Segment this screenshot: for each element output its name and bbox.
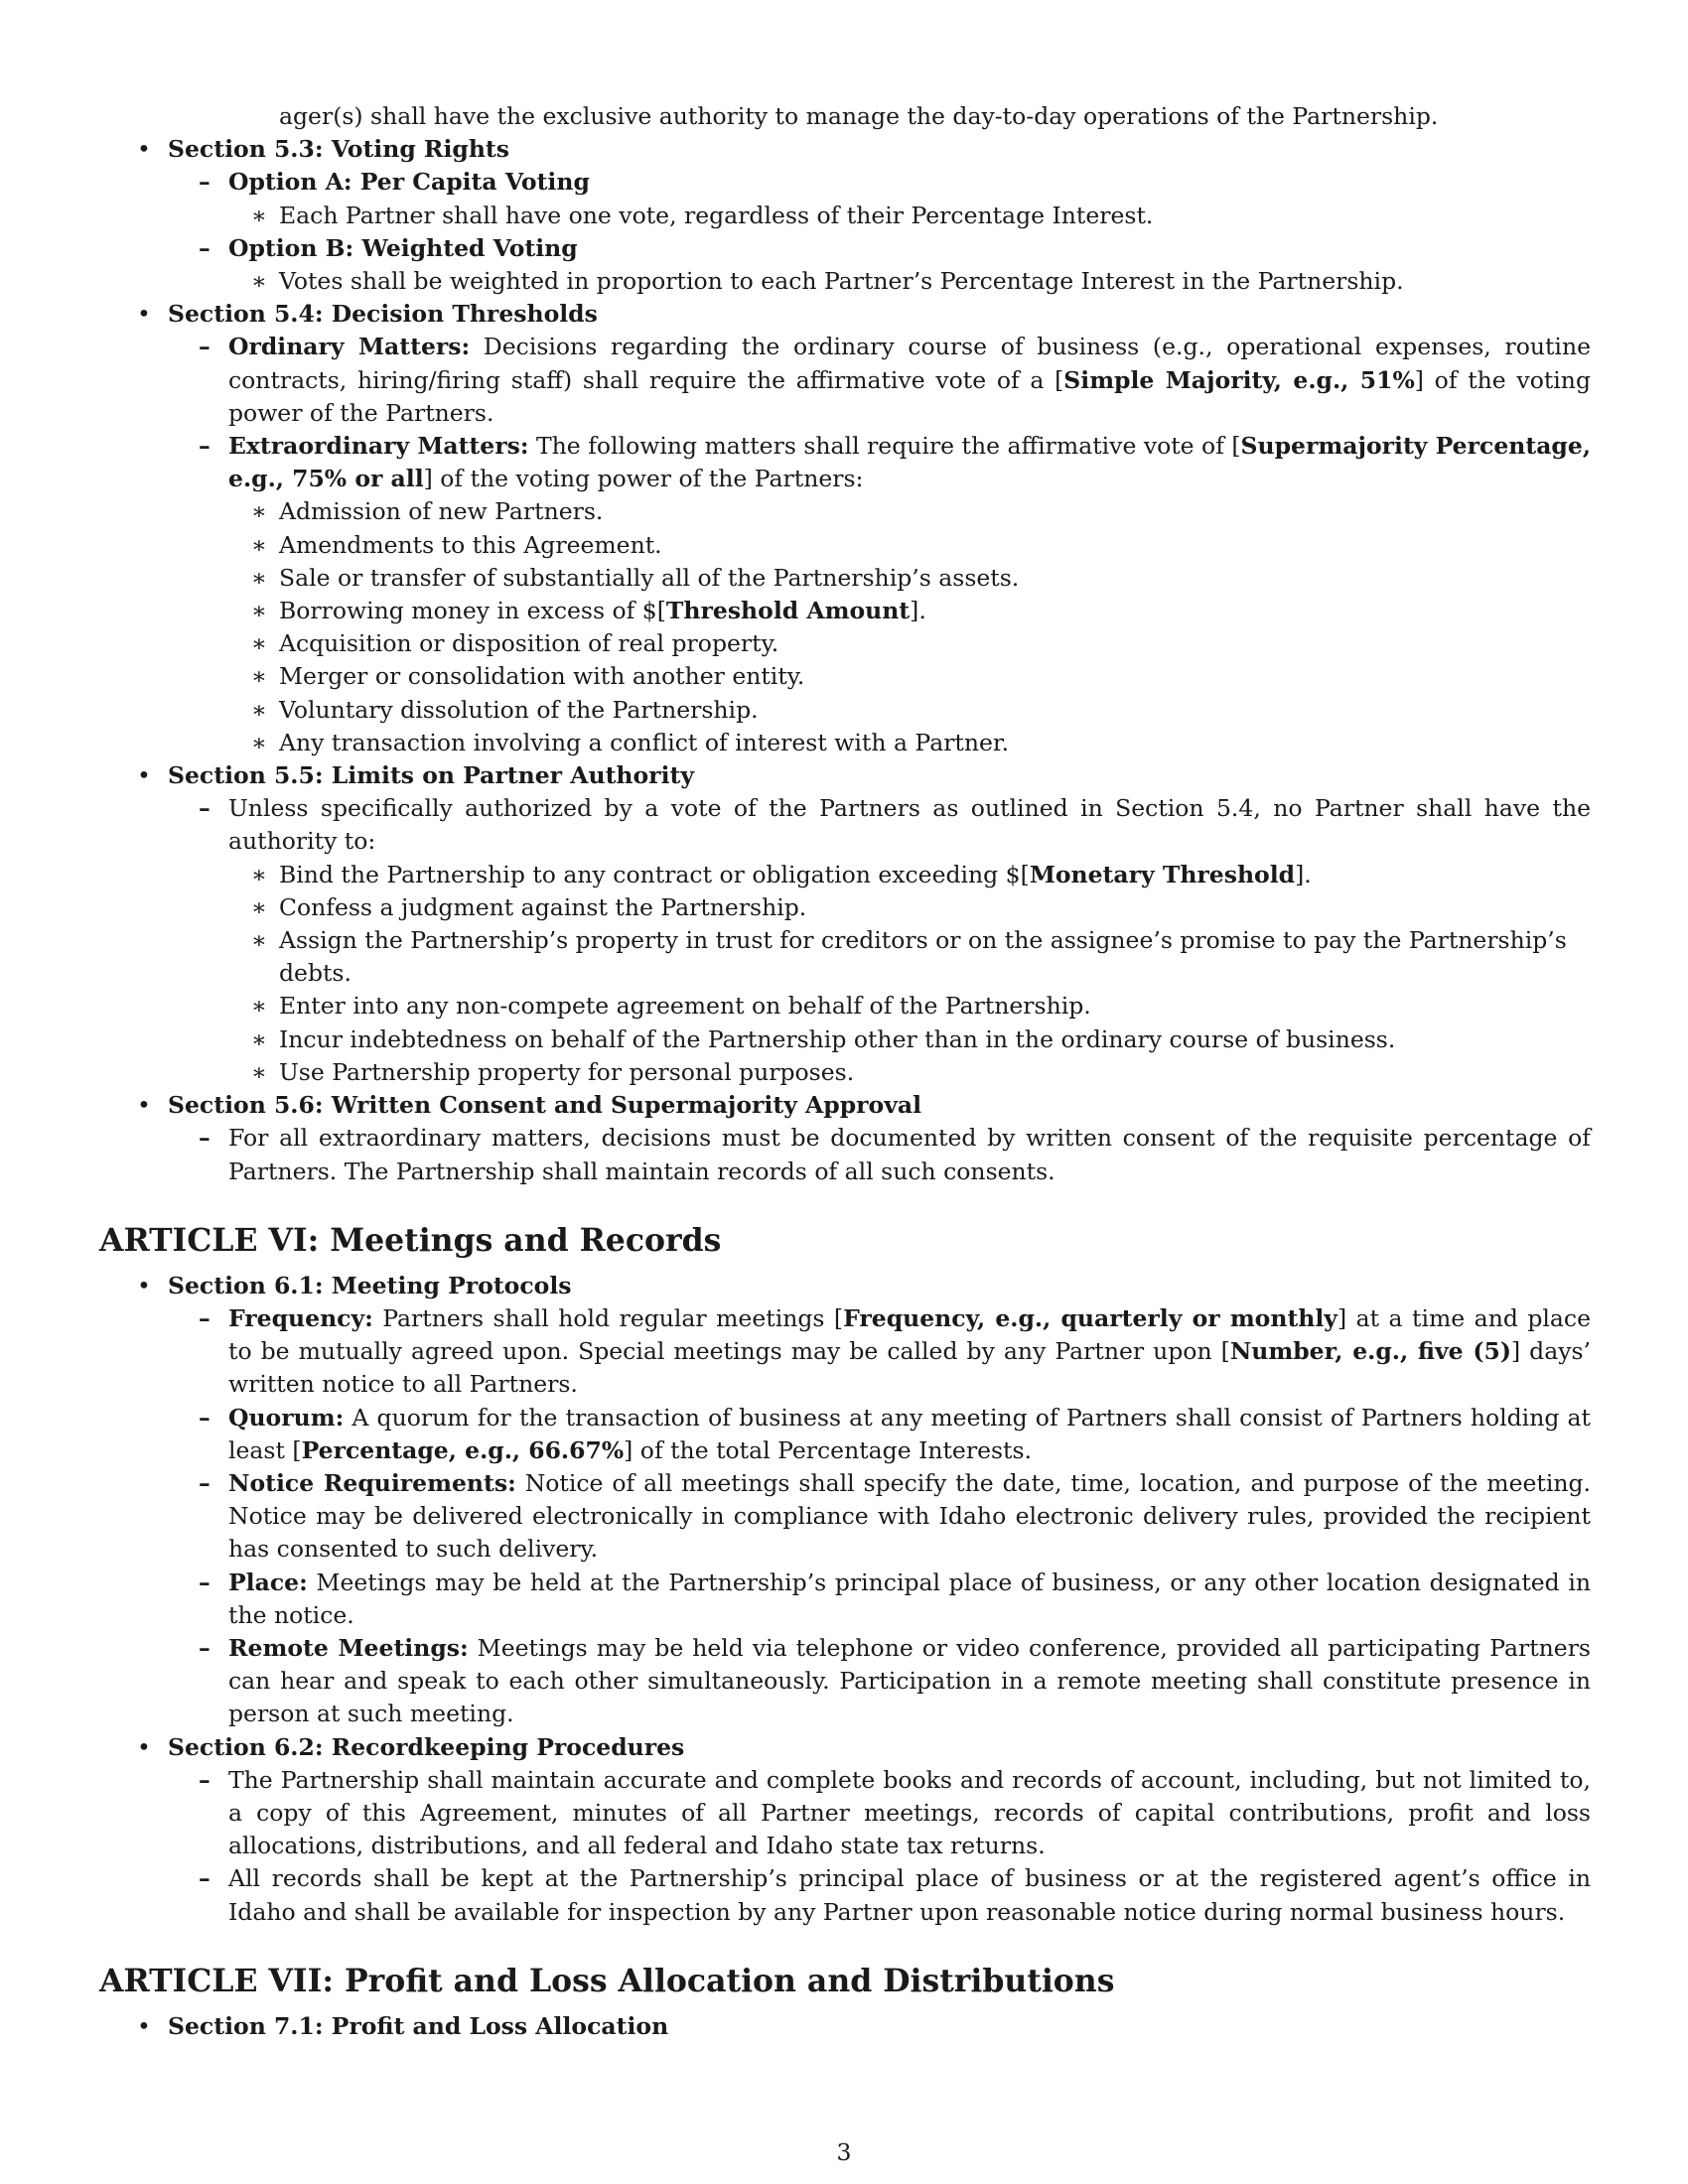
- list-item: ∗ Use Partnership property for personal purposes.: [99, 1056, 1591, 1089]
- paragraph-text: Partners shall hold regular meetings [: [372, 1303, 844, 1332]
- paragraph-text: ] of the voting power of the Partners:: [423, 465, 864, 493]
- term-label: Quorum:: [228, 1403, 345, 1432]
- section-5-6: [99, 1089, 1591, 1122]
- paragraph-text: Meetings may be held via telephone or video conference, provided all participating Partners can hear and speak to each other simultaneously. Participation in a remote meeting shall constitute presence in person at such meeting.: [228, 1633, 1591, 1728]
- placeholder-term: Simple Majority, e.g., 51%: [1063, 365, 1415, 394]
- list-item: ∗ Sale or transfer of substantially all of the Partnership’s assets.: [99, 562, 1591, 595]
- paragraph-text: ] of the voting power of the Partners.: [228, 365, 1591, 427]
- list-item: ∗ Amendments to this Agreement.: [99, 529, 1591, 562]
- article-6-sections: [99, 1270, 1591, 1929]
- article-6-heading: ARTICLE VI: Meetings and Records: [99, 1221, 722, 1259]
- section-title: Section 7.1: Profit and Loss Allocation: [168, 2011, 669, 2040]
- section-5-3: [99, 133, 1591, 166]
- list-item: ∗ Confess a judgment against the Partnership.: [99, 891, 1591, 924]
- list-item: ∗ Acquisition or disposition of real property.: [99, 627, 1591, 660]
- place: [99, 1567, 1591, 1632]
- list-item: ∗ Assign the Partnership’s property in trust for creditors or on the assignee’s promise to pay the Partnership’s debts.: [99, 924, 1591, 990]
- section-6-2: [99, 1731, 1591, 1764]
- option-a-title: Option A: Per Capita Voting: [228, 168, 590, 197]
- section-5-4: [99, 298, 1591, 331]
- placeholder-term: Supermajority Percentage, e.g., 75% or all: [228, 432, 1592, 493]
- quorum: [99, 1402, 1591, 1467]
- list-item: [99, 595, 1591, 627]
- section-title: Section 5.4: Decision Thresholds: [168, 300, 598, 329]
- page-number: 3: [836, 2138, 852, 2166]
- term-label: Remote Meetings:: [228, 1633, 469, 1662]
- article-7-heading: ARTICLE VII: Profit and Loss Allocation and Distributions: [99, 1962, 1115, 1999]
- item-text: Bind the Partnership to any contract or obligation exceeding $[: [279, 860, 1030, 888]
- frequency: [99, 1302, 1591, 1402]
- paragraph-text: The following matters shall require the affirmative vote of [: [528, 432, 1241, 461]
- notice-requirements: [99, 1467, 1591, 1567]
- authority-intro: – Unless specifically authorized by a vote of the Partners as outlined in Section 5.4, no Partner shall have the authority to:: [99, 792, 1591, 858]
- option-b: [99, 232, 1591, 265]
- list-item: ∗ Votes shall be weighted in proportion to each Partner’s Percentage Interest in the Partnership.: [99, 265, 1591, 298]
- continuation-text: ager(s) shall have the exclusive authority to manage the day-to-day operations of the Partnership.: [279, 102, 1439, 130]
- paragraph-text: Decisions regarding the ordinary course of business (e.g., operational expenses, routine contracts, hiring/firing staff) shall require the affirmative vote of a [: [228, 333, 1591, 394]
- option-b-title: Option B: Weighted Voting: [228, 233, 578, 262]
- list-item: ∗ Merger or consolidation with another entity.: [99, 660, 1591, 693]
- section-5-5: [99, 759, 1591, 792]
- section-title: Section 5.6: Written Consent and Supermajority Approval: [168, 1091, 922, 1120]
- paragraph-text: A quorum for the transaction of business at any meeting of Partners shall consist of Partners holding at least [: [228, 1403, 1591, 1464]
- page-content: [99, 100, 1591, 2043]
- item-text: ].: [910, 597, 926, 625]
- paragraph-text: ] at a time and place to be mutually agreed upon. Special meetings may be called by any Partner upon [: [228, 1303, 1591, 1366]
- section-title: Section 6.2: Recordkeeping Procedures: [168, 1732, 685, 1761]
- option-a: [99, 166, 1591, 199]
- list-item: ∗ Each Partner shall have one vote, regardless of their Percentage Interest.: [99, 200, 1591, 232]
- placeholder-term: Threshold Amount: [665, 597, 911, 625]
- list-item: ∗ Voluntary dissolution of the Partnership.: [99, 694, 1591, 727]
- placeholder-term: Frequency, e.g., quarterly or monthly: [843, 1303, 1337, 1332]
- ordinary-matters: [99, 331, 1591, 430]
- term-label: Frequency:: [228, 1303, 373, 1332]
- term-label: Ordinary Matters:: [228, 333, 471, 361]
- list-item: ∗ Enter into any non-compete agreement on behalf of the Partnership.: [99, 990, 1591, 1023]
- paragraph-text: ] of the total Percentage Interests.: [624, 1435, 1033, 1464]
- placeholder-term: Number, e.g., five (5): [1229, 1337, 1511, 1366]
- remote-meetings: [99, 1632, 1591, 1731]
- written-consent-text: – For all extraordinary matters, decisions must be documented by written consent of the requisite percentage of Partners. The Partnership shall maintain records of all such consents.: [99, 1122, 1591, 1187]
- paragraph-text: Meetings may be held at the Partnership’s principal place of business, or any other location designated in the notice.: [228, 1568, 1591, 1629]
- list-item: [99, 859, 1591, 891]
- term-label: Extraordinary Matters:: [228, 432, 529, 461]
- list-item: ∗ Any transaction involving a conflict of interest with a Partner.: [99, 727, 1591, 759]
- item-text: Borrowing money in excess of $[: [279, 597, 666, 625]
- section-6-1: [99, 1270, 1591, 1302]
- extraordinary-matters: [99, 430, 1591, 495]
- recordkeeping-paragraph-1: – The Partnership shall maintain accurate and complete books and records of account, including, but not limited to, a copy of this Agreement, minutes of all Partner meetings, records of capital contributions, profit and loss allocations, distributions, and all federal and Idaho state tax returns.: [99, 1764, 1591, 1863]
- section-title: Section 6.1: Meeting Protocols: [168, 1271, 572, 1299]
- list-item: ∗ Admission of new Partners.: [99, 495, 1591, 528]
- article-7-sections: [99, 2010, 1591, 2043]
- term-label: Place:: [228, 1568, 308, 1596]
- article-5-sections: [99, 133, 1591, 1188]
- section-7-1: [99, 2010, 1591, 2043]
- term-label: Notice Requirements:: [228, 1468, 516, 1497]
- paragraph-text: ] days’ written notice to all Partners.: [228, 1337, 1592, 1399]
- recordkeeping-paragraph-2: – All records shall be kept at the Partnership’s principal place of business or at the registered agent’s office in Idaho and shall be available for inspection by any Partner upon reasonable notice during normal business hours.: [99, 1862, 1591, 1928]
- item-text: ].: [1295, 860, 1312, 888]
- placeholder-term: Percentage, e.g., 66.67%: [301, 1435, 625, 1464]
- paragraph-text: Notice of all meetings shall specify the date, time, location, and purpose of the meeting. Notice may be delivered electronically in compliance with Idaho electronic delivery rules, provided the recipient has consented to such delivery.: [228, 1468, 1591, 1564]
- section-title: Section 5.3: Voting Rights: [168, 135, 509, 164]
- placeholder-term: Monetary Threshold: [1029, 860, 1296, 888]
- list-item: ∗ Incur indebtedness on behalf of the Partnership other than in the ordinary course of business.: [99, 1024, 1591, 1056]
- section-title: Section 5.5: Limits on Partner Authority: [168, 761, 695, 790]
